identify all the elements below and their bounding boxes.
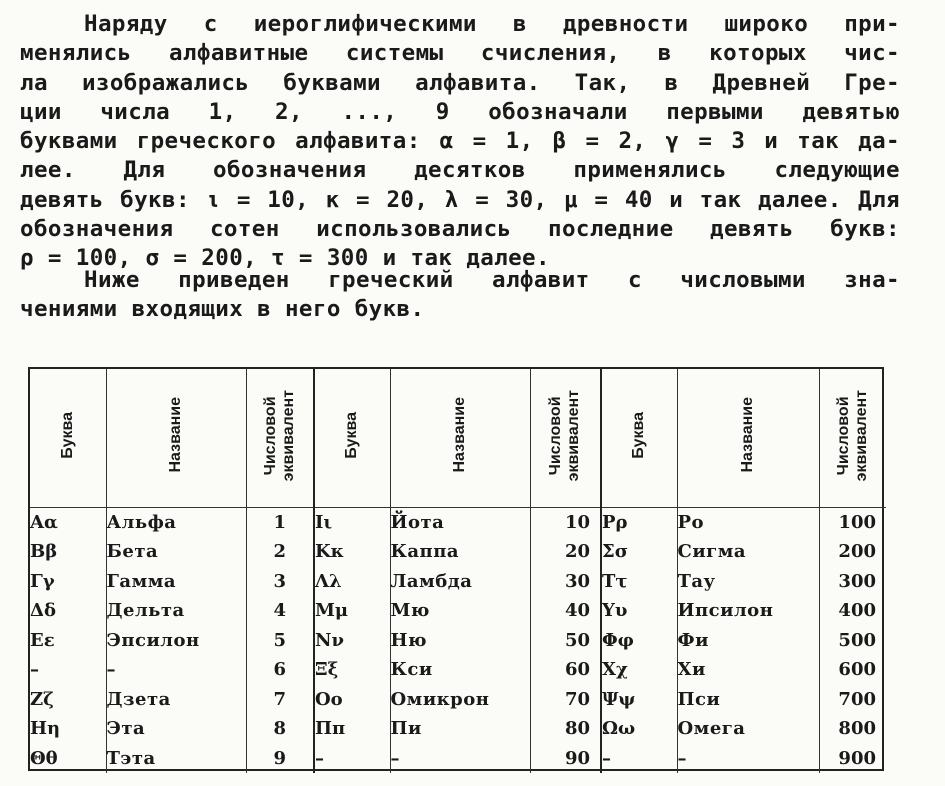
greek-letter-cell: Οο (314, 685, 390, 715)
table-row (30, 744, 886, 774)
table-body (30, 507, 886, 773)
numeric-value-cell: 700 (819, 685, 886, 715)
letter-name-cell: Хи (677, 655, 819, 685)
numeric-value-cell: 200 (819, 537, 886, 567)
letter-name-cell: Сигма (677, 537, 819, 567)
table-row (30, 537, 886, 567)
numeric-value-cell: 900 (819, 744, 886, 774)
letter-name-cell: Омега (677, 714, 819, 744)
numeric-value-cell: 500 (819, 626, 886, 656)
greek-letter-cell: Ττ (601, 567, 677, 597)
greek-letter-cell: Φφ (601, 626, 677, 656)
numeric-value-cell: 400 (819, 596, 886, 626)
text-line: менялись алфавитные системы счисления, в которых чис- (20, 40, 900, 67)
text-line: ρ = 100, σ = 200, τ = 300 и так далее. (20, 245, 550, 272)
numeric-value-cell: 80 (530, 714, 601, 744)
header-value: Числовой эквивалент (246, 369, 314, 507)
text-line: Ниже приведен греческий алфавит с числовыми зна- (84, 267, 900, 293)
letter-name-cell: Тэта (106, 744, 246, 774)
greek-letter-cell: Λλ (314, 567, 390, 597)
numeric-value-cell: 40 (530, 596, 601, 626)
text-line: чениями входящих в него букв. (20, 296, 425, 323)
letter-name-cell: Эпсилон (106, 626, 246, 656)
header-letter: Буква (601, 369, 677, 507)
letter-name-cell: Каппа (390, 537, 530, 567)
letter-name-cell: Ро (677, 507, 819, 537)
numeric-value-cell: 600 (819, 655, 886, 685)
letter-name-cell: Дельта (106, 596, 246, 626)
greek-letter-cell: Χχ (601, 655, 677, 685)
greek-letter-cell: Υυ (601, 596, 677, 626)
letter-name-cell: Дзета (106, 685, 246, 715)
numeric-value-cell: 4 (246, 596, 314, 626)
numeric-value-cell: 100 (819, 507, 886, 537)
numeric-value-cell: 5 (246, 626, 314, 656)
header-name: Название (106, 369, 246, 507)
numeric-value-cell: 2 (246, 537, 314, 567)
table-row (30, 596, 886, 626)
greek-letter-cell: Ββ (30, 541, 58, 563)
letter-name-cell: Пи (390, 714, 530, 744)
greek-letter-cell: Μμ (314, 596, 390, 626)
numeric-value-cell: 1 (246, 507, 314, 537)
text-line: буквами греческого алфавита: α = 1, β = 2, γ = 3 и так да- (20, 128, 900, 155)
greek-letter-cell: Νν (314, 626, 390, 656)
header-name: Название (390, 369, 530, 507)
letter-name-cell: Ламбда (390, 567, 530, 597)
letter-name-cell: Фи (677, 626, 819, 656)
letter-name-cell: Гамма (106, 567, 246, 597)
numeric-value-cell: 20 (530, 537, 601, 567)
numeric-value-cell: 800 (819, 714, 886, 744)
text-line: обозначения сотен использовались последние девять букв: (20, 216, 900, 243)
intro-paragraph (20, 10, 900, 274)
letter-name-cell: Ипсилон (677, 596, 819, 626)
greek-letter-cell: Ρρ (601, 507, 677, 537)
greek-letter-cell: Θθ (30, 747, 58, 769)
numeric-value-cell: 10 (530, 507, 601, 537)
greek-letter-cell: Γγ (30, 570, 55, 592)
numeric-value-cell: 90 (530, 744, 601, 774)
letter-name-cell: Бета (106, 537, 246, 567)
letter-name-cell: Мю (390, 596, 530, 626)
letter-name-cell: – (106, 655, 246, 685)
numeric-value-cell: 300 (819, 567, 886, 597)
greek-alphabet-table (28, 367, 884, 771)
letter-name-cell: Кси (390, 655, 530, 685)
greek-letter-cell: Σσ (601, 537, 677, 567)
greek-letter-cell: – (30, 659, 39, 681)
header-row (30, 369, 886, 507)
numeric-value-cell: 9 (246, 744, 314, 774)
table-intro-paragraph (20, 266, 900, 325)
letter-name-cell: Ню (390, 626, 530, 656)
greek-letter-cell: Ιι (314, 507, 390, 537)
table-row (30, 685, 886, 715)
numeric-value-cell: 50 (530, 626, 601, 656)
greek-letter-cell: Ωω (601, 714, 677, 744)
numeric-value-cell: 30 (530, 567, 601, 597)
numeric-value-cell: 60 (530, 655, 601, 685)
greek-letter-cell: Δδ (30, 600, 56, 622)
table-row (30, 507, 886, 537)
greek-letter-cell: Αα (30, 511, 58, 533)
numeric-value-cell: 3 (246, 567, 314, 597)
numeric-value-cell: 70 (530, 685, 601, 715)
text-line: лее. Для обозначения десятков применялись следующие (20, 157, 900, 184)
letter-name-cell: Тау (677, 567, 819, 597)
letter-name-cell: Альфа (106, 507, 246, 537)
text-line: ла изображались буквами алфавита. Так, в Древней Гре- (20, 69, 900, 96)
header-value: Числовой эквивалент (819, 369, 886, 507)
greek-letter-cell: Κκ (314, 537, 390, 567)
letter-name-cell: – (390, 744, 530, 774)
header-letter: Буква (314, 369, 390, 507)
table-row (30, 714, 886, 744)
text-line: девять букв: ι = 10, κ = 20, λ = 30, μ = 40 и так далее. Для (20, 186, 900, 213)
header-name: Название (677, 369, 819, 507)
header-value: Числовой эквивалент (530, 369, 601, 507)
table-row (30, 567, 886, 597)
table-row (30, 626, 886, 656)
numeric-value-cell: 7 (246, 685, 314, 715)
text-line: ции числа 1, 2, ..., 9 обозначали первыми девятью (20, 98, 900, 125)
greek-letter-cell: Εε (30, 629, 55, 651)
letter-name-cell: Эта (106, 714, 246, 744)
greek-alphabet-grid (30, 369, 886, 773)
greek-letter-cell: Ψψ (601, 685, 677, 715)
greek-letter-cell: Ξξ (314, 655, 390, 685)
header-letter: Буква (30, 369, 106, 507)
greek-letter-cell: – (601, 744, 677, 774)
text-line: Наряду с иероглифическими в древности широко при- (84, 11, 900, 37)
letter-name-cell: Омикрон (390, 685, 530, 715)
greek-letter-cell: Ηη (30, 718, 61, 740)
greek-letter-cell: Ζζ (30, 688, 54, 710)
greek-letter-cell: – (314, 744, 390, 774)
greek-letter-cell: Ππ (314, 714, 390, 744)
numeric-value-cell: 6 (246, 655, 314, 685)
letter-name-cell: – (677, 744, 819, 774)
letter-name-cell: Пси (677, 685, 819, 715)
table-row (30, 655, 886, 685)
numeric-value-cell: 8 (246, 714, 314, 744)
letter-name-cell: Йота (390, 507, 530, 537)
